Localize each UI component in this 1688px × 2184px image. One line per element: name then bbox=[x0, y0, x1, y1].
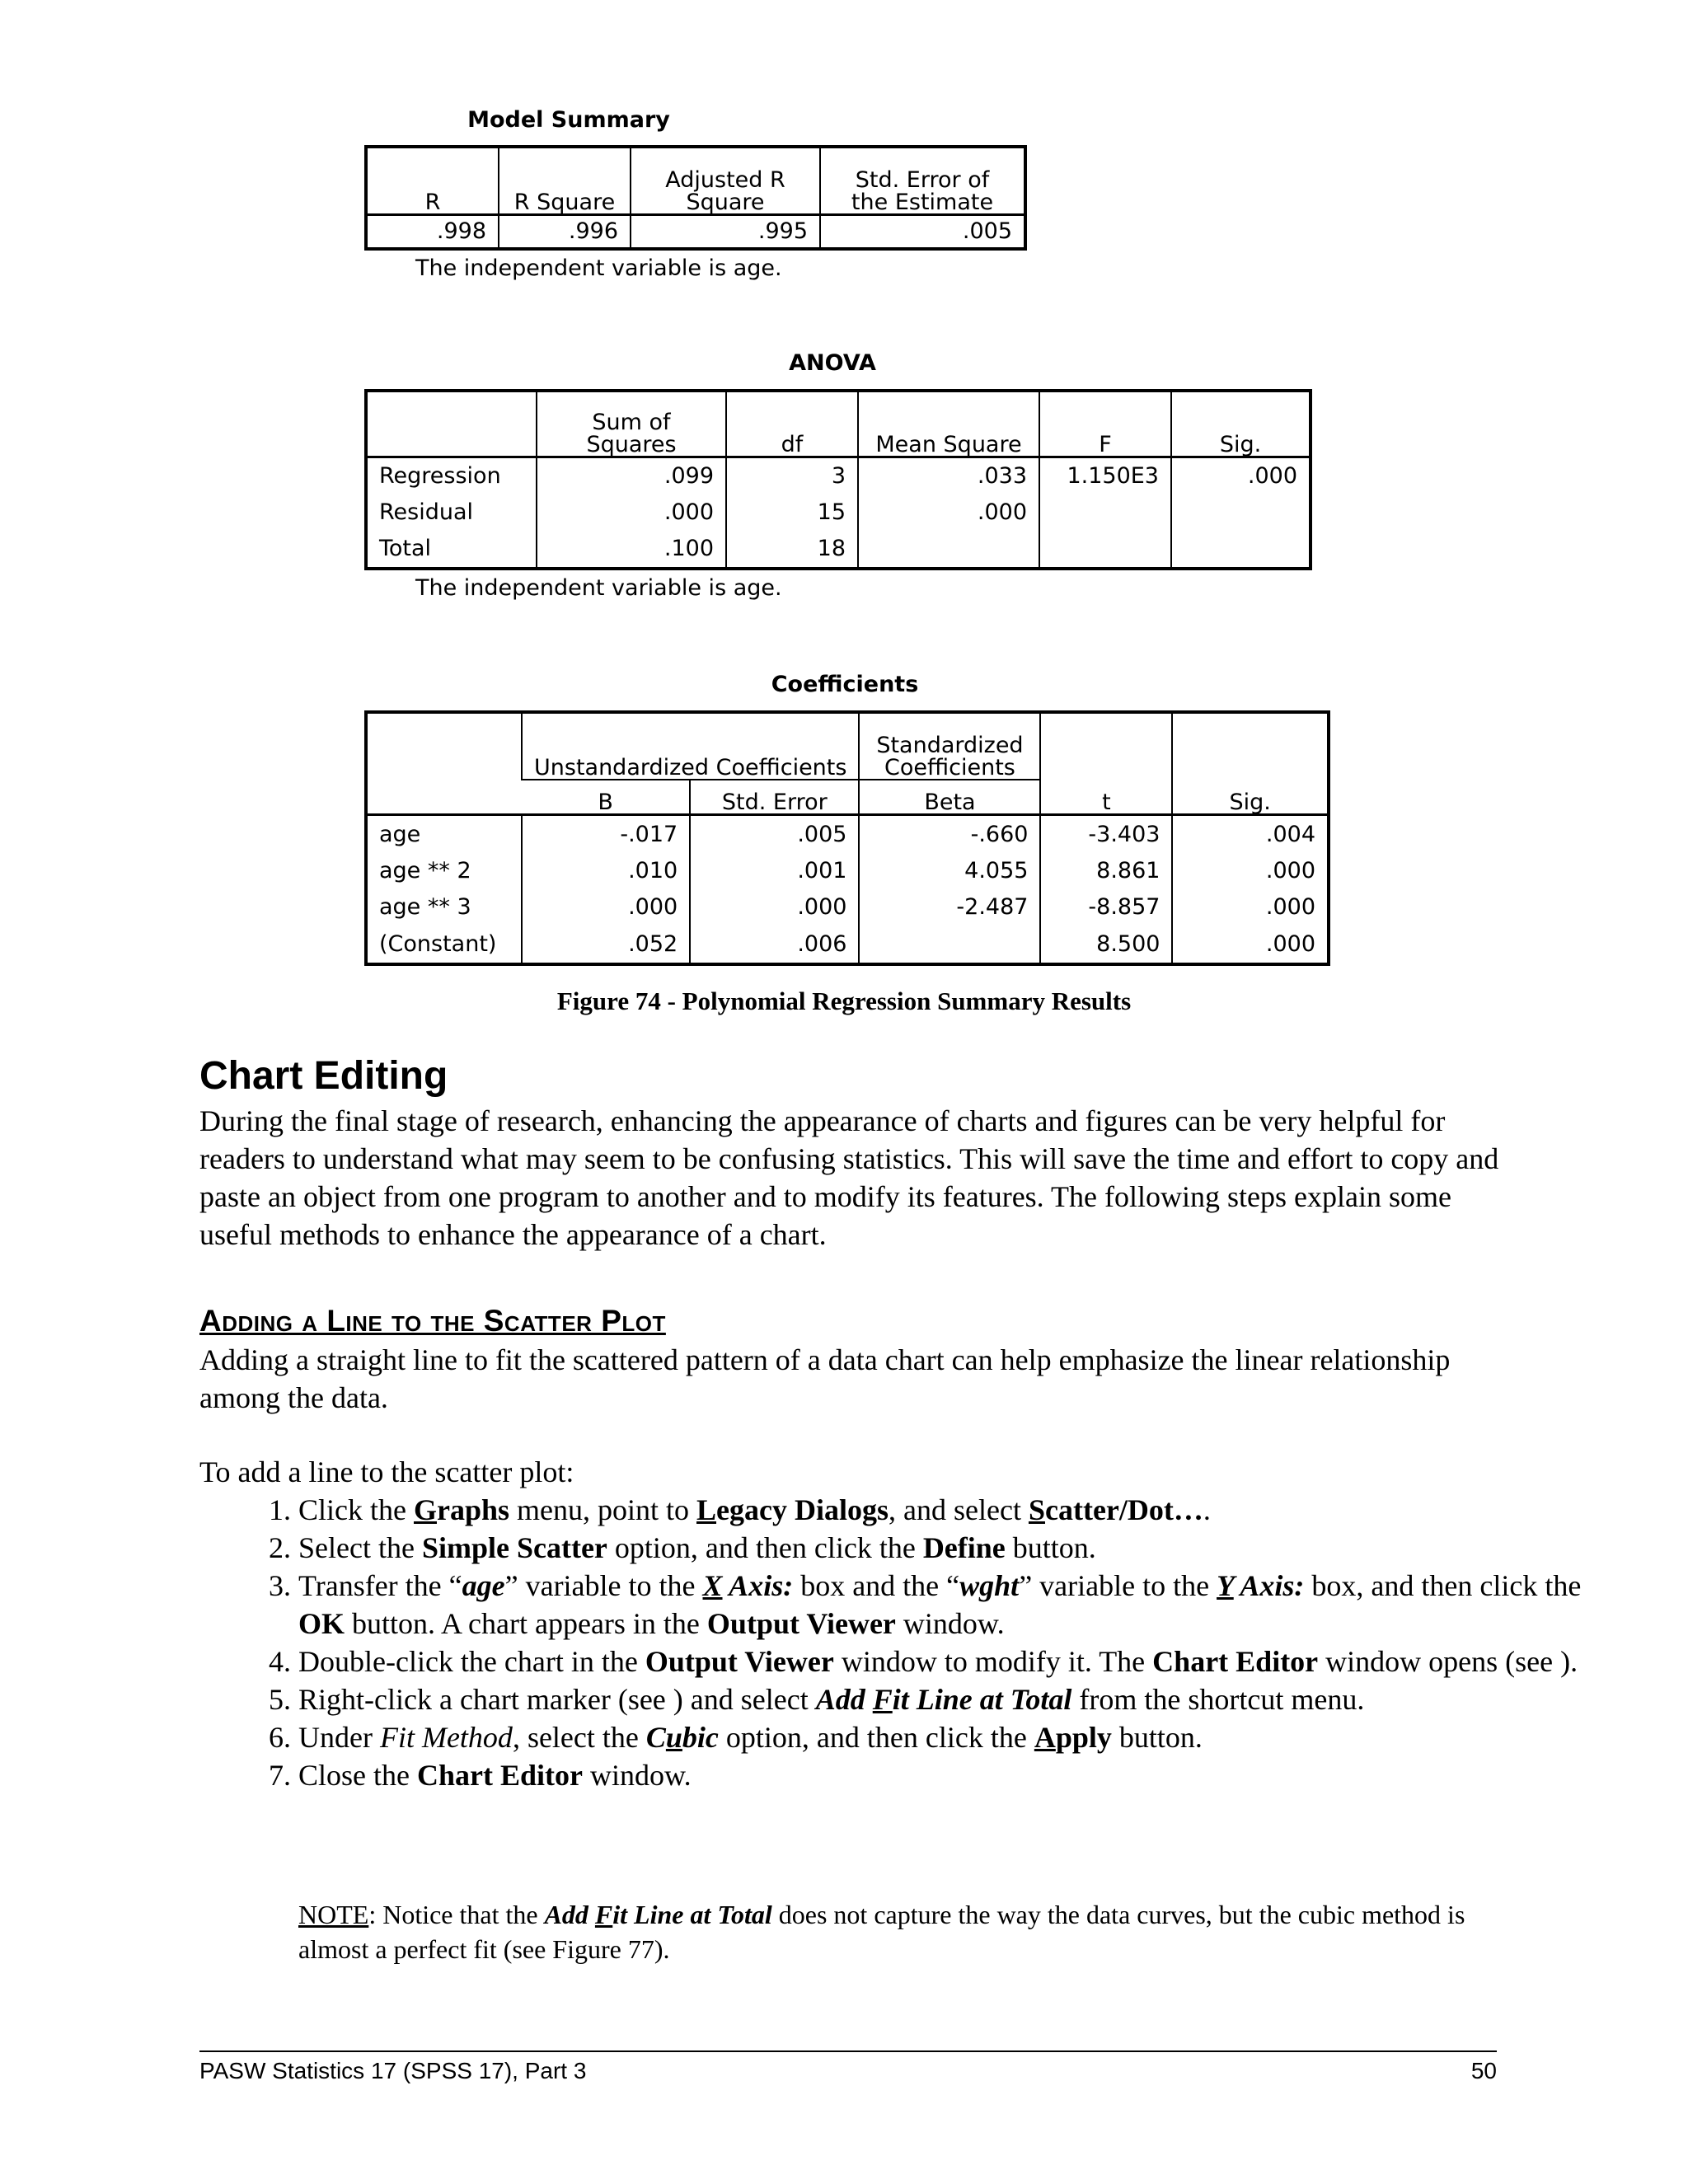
value-r-square: .996 bbox=[499, 214, 631, 249]
figure-caption: Figure 74 - Polynomial Regression Summary Results bbox=[556, 987, 1132, 1015]
cell bbox=[859, 926, 1040, 964]
header-f: F bbox=[1039, 391, 1171, 457]
cell: -3.403 bbox=[1040, 814, 1172, 853]
coef-header-b: B bbox=[522, 780, 690, 814]
subsection-title: Adding a Line to the Scatter Plot bbox=[199, 1304, 666, 1338]
row-label: age bbox=[379, 821, 421, 847]
header-sig: Sig. bbox=[1171, 391, 1311, 457]
coef-header-sig: Sig. bbox=[1172, 712, 1329, 814]
cell: .000 bbox=[1172, 926, 1329, 964]
note-paragraph: NOTE: Notice that the Add Fit Line at Total does not capture the way the data curves, but the cubic method is almost a perfect fit (see Figure 77). bbox=[298, 1900, 1465, 1964]
header-r-square: R Square bbox=[499, 147, 631, 214]
header-df: df bbox=[726, 391, 858, 457]
row-label: Regression bbox=[379, 463, 501, 490]
list-item: 3. Transfer the “age” variable to the X Axis: box and the “wght” variable to the Y Axis: box, and then click the OK button. A chart appears in the Output Viewer window. bbox=[298, 1567, 1601, 1643]
cell bbox=[1171, 494, 1311, 530]
cell: .001 bbox=[690, 853, 859, 889]
model-summary-table bbox=[364, 145, 1027, 251]
anova-header-blank bbox=[366, 391, 537, 457]
intro-paragraph: During the final stage of research, enhancing the appearance of charts and figures can be very helpful for readers to understand what may seem to be confusing statistics. This will save the time and effort to copy and paste an object from one program to another and to modify its features. The following steps explain some useful methods to enhance the appearance of a chart. bbox=[199, 1104, 1499, 1251]
cell: -.017 bbox=[522, 814, 690, 853]
row-label: age ** 2 bbox=[379, 858, 471, 884]
footer-divider bbox=[199, 2050, 1497, 2052]
footer-title: PASW Statistics 17 (SPSS 17), Part 3 bbox=[199, 2058, 587, 2083]
cell: -2.487 bbox=[859, 889, 1040, 926]
cell: .000 bbox=[1172, 853, 1329, 889]
header-adjusted-r-square: Adjusted R Square bbox=[631, 147, 820, 214]
cell bbox=[858, 530, 1039, 569]
value-r: .998 bbox=[436, 218, 486, 245]
table-row bbox=[366, 530, 1311, 569]
table-row bbox=[366, 814, 1329, 853]
cell: .006 bbox=[690, 926, 859, 964]
anova-table bbox=[364, 389, 1312, 570]
header-standardized: Standardized Coefficients bbox=[859, 712, 1040, 780]
coef-header-blank bbox=[366, 712, 522, 814]
section-title: Chart Editing bbox=[199, 1054, 448, 1098]
list-item: 4. Double-click the chart in the Output Viewer window to modify it. The Chart Editor window opens (see ). bbox=[298, 1643, 1601, 1680]
page-number: 50 bbox=[1470, 2058, 1497, 2083]
cell: 1.150E3 bbox=[1039, 457, 1171, 494]
cell: .000 bbox=[1171, 457, 1311, 494]
header-mean-square: Mean Square bbox=[858, 391, 1039, 457]
cell bbox=[1039, 494, 1171, 530]
coefficients-table bbox=[364, 710, 1330, 966]
table-row bbox=[366, 494, 1311, 530]
value-adjusted-r-square: .995 bbox=[631, 214, 820, 249]
cell: .010 bbox=[522, 853, 690, 889]
cell: .000 bbox=[522, 889, 690, 926]
coef-header-std-error: Std. Error bbox=[690, 780, 859, 814]
anova-title: ANOVA bbox=[789, 350, 876, 376]
steps-intro: To add a line to the scatter plot: bbox=[199, 1455, 574, 1488]
cell: -.660 bbox=[859, 814, 1040, 853]
list-item: 7. Close the Chart Editor window. bbox=[298, 1756, 1601, 1794]
table-row bbox=[366, 889, 1329, 926]
cell: .000 bbox=[537, 494, 726, 530]
steps-list bbox=[199, 1491, 1601, 1794]
list-item: 6. Under Fit Method, select the Cubic option, and then click the Apply button. bbox=[298, 1718, 1601, 1756]
note-label: NOTE bbox=[298, 1900, 369, 1929]
coef-header-beta: Beta bbox=[859, 780, 1040, 814]
row-label: Total bbox=[379, 536, 432, 562]
cell: .000 bbox=[1172, 889, 1329, 926]
cell: .033 bbox=[858, 457, 1039, 494]
cell: 8.500 bbox=[1040, 926, 1172, 964]
table-row bbox=[366, 457, 1311, 494]
cell: .100 bbox=[537, 530, 726, 569]
cell: .000 bbox=[690, 889, 859, 926]
cell bbox=[1039, 530, 1171, 569]
header-r: R bbox=[366, 147, 499, 214]
list-item: 2. Select the Simple Scatter option, and then click the Define button. bbox=[298, 1529, 1601, 1567]
header-unstandardized: Unstandardized Coefficients bbox=[522, 712, 859, 780]
header-sum-of-squares: Sum of Squares bbox=[537, 391, 726, 457]
cell: -8.857 bbox=[1040, 889, 1172, 926]
table-row bbox=[366, 926, 1329, 964]
cell: 8.861 bbox=[1040, 853, 1172, 889]
anova-note: The independent variable is age. bbox=[415, 575, 782, 601]
row-label: age ** 3 bbox=[379, 894, 471, 921]
cell: .052 bbox=[522, 926, 690, 964]
sub-paragraph: Adding a straight line to fit the scattered pattern of a data chart can help emphasize the linear relationship among the data. bbox=[199, 1343, 1451, 1414]
row-label: (Constant) bbox=[379, 930, 497, 957]
coefficients-title: Coefficients bbox=[771, 672, 919, 697]
list-item: 5. Right-click a chart marker (see ) and select Add Fit Line at Total from the shortcut menu. bbox=[298, 1680, 1601, 1718]
cell: 4.055 bbox=[859, 853, 1040, 889]
cell: .004 bbox=[1172, 814, 1329, 853]
cell: 18 bbox=[726, 530, 858, 569]
list-item: 1. Click the Graphs menu, point to Legacy Dialogs, and select Scatter/Dot…. bbox=[298, 1491, 1601, 1529]
model-summary-title: Model Summary bbox=[467, 107, 670, 133]
row-label: Residual bbox=[379, 499, 474, 526]
cell: .000 bbox=[858, 494, 1039, 530]
cell: 3 bbox=[726, 457, 858, 494]
cell: 15 bbox=[726, 494, 858, 530]
coef-header-t: t bbox=[1040, 712, 1172, 814]
cell bbox=[1171, 530, 1311, 569]
cell: .005 bbox=[690, 814, 859, 853]
header-std-error: Std. Error of the Estimate bbox=[820, 147, 1025, 214]
value-std-error: .005 bbox=[820, 214, 1025, 249]
table-row bbox=[366, 853, 1329, 889]
cell: .099 bbox=[537, 457, 726, 494]
model-summary-note: The independent variable is age. bbox=[415, 255, 782, 281]
